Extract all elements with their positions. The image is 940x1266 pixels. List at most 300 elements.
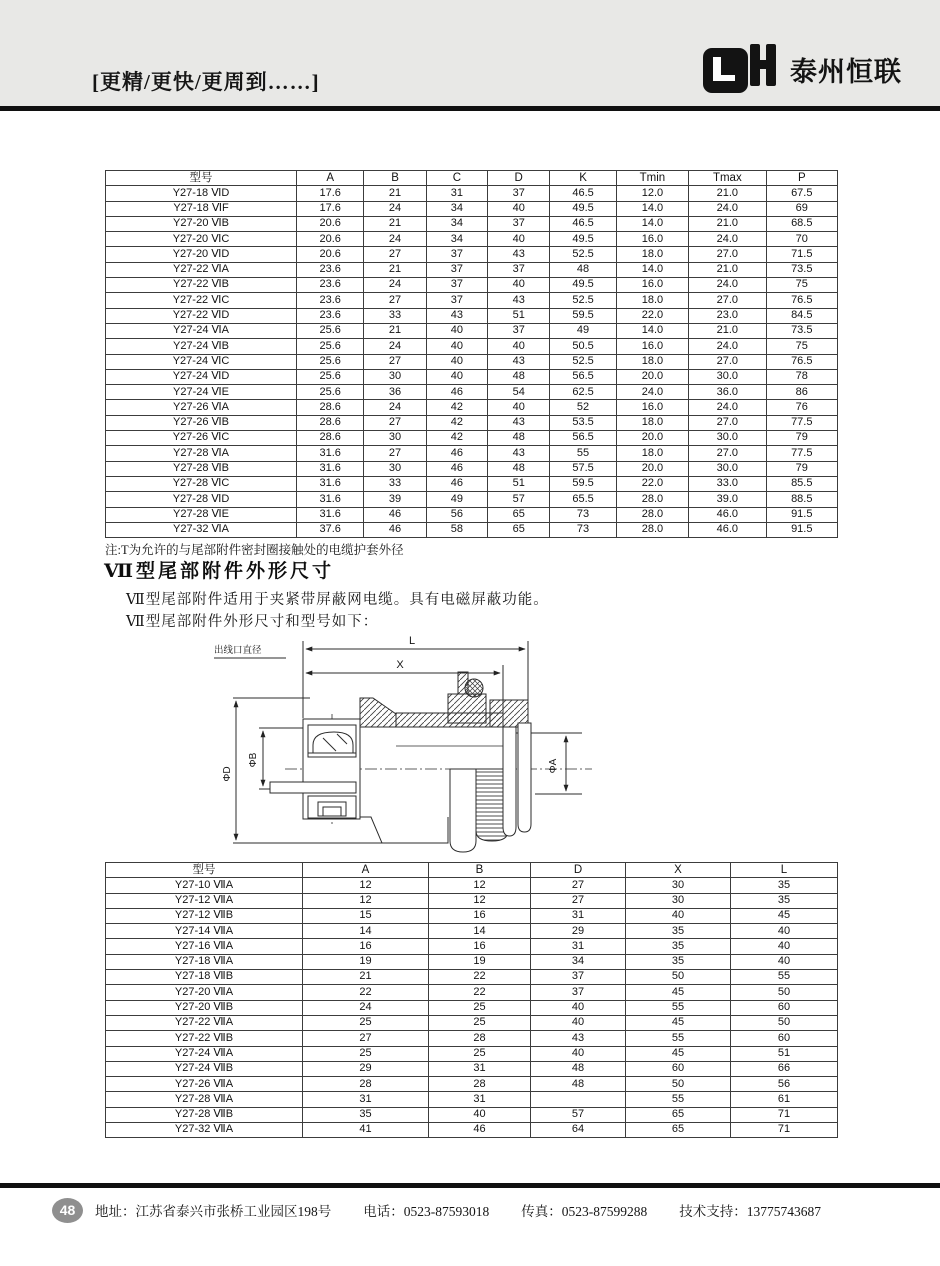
table-cell: Y27-26 ⅥA xyxy=(106,400,297,415)
table-cell: 12.0 xyxy=(616,186,688,201)
table-row xyxy=(106,354,838,369)
table-cell: Y27-26 ⅥB xyxy=(106,415,297,430)
table-row xyxy=(106,278,838,293)
table-cell: 46.0 xyxy=(689,522,766,537)
table-cell: 40 xyxy=(531,1000,626,1015)
column-header: Tmax xyxy=(689,171,766,186)
table-cell: Y27-28 ⅥD xyxy=(106,492,297,507)
table-row xyxy=(106,446,838,461)
table-cell: 37 xyxy=(488,186,550,201)
table-cell: 31 xyxy=(429,1092,531,1107)
table-cell: 12 xyxy=(303,893,429,908)
table-cell: 46 xyxy=(426,461,487,476)
table-cell: 46 xyxy=(426,385,487,400)
table-cell: 24.0 xyxy=(689,232,766,247)
table-cell: 49.5 xyxy=(550,232,616,247)
table-cell: 49.5 xyxy=(550,278,616,293)
table-cell: 28.6 xyxy=(297,431,364,446)
table-cell: Y27-20 ⅥD xyxy=(106,247,297,262)
table-cell: 22 xyxy=(429,970,531,985)
table-cell: Y27-28 ⅦB xyxy=(106,1107,303,1122)
column-header: L xyxy=(731,863,838,878)
dim-label-l: L xyxy=(408,635,416,647)
table-cell: 33 xyxy=(364,476,426,491)
table-cell: 16.0 xyxy=(616,339,688,354)
vi-dimensions-table xyxy=(105,170,838,538)
table-cell: 24.0 xyxy=(689,201,766,216)
table-cell: Y27-24 ⅥB xyxy=(106,339,297,354)
table-row xyxy=(106,385,838,400)
table-cell: 35 xyxy=(626,939,731,954)
table-cell: 28.0 xyxy=(616,492,688,507)
table-cell: 23.6 xyxy=(297,308,364,323)
column-header: X xyxy=(626,863,731,878)
table-cell: 76 xyxy=(766,400,837,415)
table-cell: 64 xyxy=(531,1123,626,1138)
table-cell: 56 xyxy=(426,507,487,522)
table-cell: Y27-18 ⅦB xyxy=(106,970,303,985)
table-cell: 43 xyxy=(488,354,550,369)
table-row xyxy=(106,323,838,338)
table-cell: 25.6 xyxy=(297,354,364,369)
table-cell: 59.5 xyxy=(550,476,616,491)
table-cell: 52.5 xyxy=(550,354,616,369)
table-cell: 16.0 xyxy=(616,232,688,247)
table-row xyxy=(106,232,838,247)
table-cell: 40 xyxy=(731,939,838,954)
lh-monogram-icon xyxy=(702,42,782,96)
table-cell: 65 xyxy=(626,1123,731,1138)
table-cell: 30 xyxy=(626,893,731,908)
table-cell: 40 xyxy=(531,1046,626,1061)
table-cell: 14.0 xyxy=(616,262,688,277)
table-cell: 34 xyxy=(531,954,626,969)
table-cell: 20.0 xyxy=(616,369,688,384)
table-cell: 30 xyxy=(626,878,731,893)
table-cell: 24 xyxy=(364,339,426,354)
table-cell: 31 xyxy=(303,1092,429,1107)
table-cell: 27 xyxy=(364,415,426,430)
column-header: Tmin xyxy=(616,171,688,186)
table-cell: Y27-12 ⅦA xyxy=(106,893,303,908)
table-cell: 50 xyxy=(626,1077,731,1092)
table-cell: 73.5 xyxy=(766,323,837,338)
table-cell: 34 xyxy=(426,232,487,247)
table-cell: 27 xyxy=(364,293,426,308)
table-cell: 40 xyxy=(488,400,550,415)
column-header: K xyxy=(550,171,616,186)
table-cell: 45 xyxy=(626,1015,731,1030)
table-cell: 31.6 xyxy=(297,476,364,491)
table-cell: 22.0 xyxy=(616,308,688,323)
table-cell: 43 xyxy=(488,415,550,430)
dim-label-x: X xyxy=(396,659,404,671)
table-cell: 24 xyxy=(364,400,426,415)
table-cell: 22.0 xyxy=(616,476,688,491)
table-cell: 59.5 xyxy=(550,308,616,323)
table-cell: 57 xyxy=(531,1107,626,1122)
table-cell: 40 xyxy=(488,232,550,247)
table-cell: Y27-18 ⅥD xyxy=(106,186,297,201)
table-cell: 12 xyxy=(429,893,531,908)
table-cell: 50 xyxy=(731,1015,838,1030)
table-cell: 37 xyxy=(426,247,487,262)
table-cell: 85.5 xyxy=(766,476,837,491)
table-cell: 46.5 xyxy=(550,216,616,231)
table-cell: 27 xyxy=(531,878,626,893)
table-cell: 34 xyxy=(426,201,487,216)
table-cell: 31 xyxy=(531,939,626,954)
page-number-badge: 48 xyxy=(52,1198,83,1223)
table-cell: 35 xyxy=(626,954,731,969)
table-cell: 20.6 xyxy=(297,232,364,247)
table-row xyxy=(106,970,838,985)
table-cell: 46 xyxy=(364,507,426,522)
table-cell: 12 xyxy=(429,878,531,893)
column-header: 型号 xyxy=(106,863,303,878)
table-cell: 21.0 xyxy=(689,186,766,201)
table-cell: 43 xyxy=(488,247,550,262)
table-cell: 28 xyxy=(429,1031,531,1046)
table-cell: 16.0 xyxy=(616,400,688,415)
table-cell: 39 xyxy=(364,492,426,507)
table-row xyxy=(106,893,838,908)
table-cell: 27.0 xyxy=(689,247,766,262)
table-row xyxy=(106,924,838,939)
table-cell: 24.0 xyxy=(616,385,688,400)
table-cell: 21 xyxy=(364,216,426,231)
table-cell: 29 xyxy=(531,924,626,939)
table-cell: 79 xyxy=(766,461,837,476)
table-cell: 34 xyxy=(426,216,487,231)
table-cell: 76.5 xyxy=(766,354,837,369)
table-cell: 53.5 xyxy=(550,415,616,430)
page-footer xyxy=(0,1190,940,1230)
table-cell: 31.6 xyxy=(297,492,364,507)
table-cell: 68.5 xyxy=(766,216,837,231)
table-cell: 69 xyxy=(766,201,837,216)
table-cell: 56 xyxy=(731,1077,838,1092)
table-cell: 91.5 xyxy=(766,507,837,522)
table-cell: 35 xyxy=(626,924,731,939)
table-cell: 28 xyxy=(429,1077,531,1092)
table-row xyxy=(106,954,838,969)
table-cell: 42 xyxy=(426,400,487,415)
column-header: D xyxy=(488,171,550,186)
table-cell: 30 xyxy=(364,431,426,446)
table-cell: 48 xyxy=(531,1061,626,1076)
table-cell: 37 xyxy=(531,985,626,1000)
table-cell: 41 xyxy=(303,1123,429,1138)
table-cell: 28.6 xyxy=(297,415,364,430)
table-cell: 48 xyxy=(488,461,550,476)
table-cell: 55 xyxy=(550,446,616,461)
table-row xyxy=(106,507,838,522)
footer-phone: 电话：0523-87593018 xyxy=(363,1204,490,1219)
table-cell: Y27-12 ⅦB xyxy=(106,908,303,923)
table-cell: 75 xyxy=(766,278,837,293)
table-cell: 24 xyxy=(364,232,426,247)
table-cell: Y27-22 ⅥD xyxy=(106,308,297,323)
table-cell: 27.0 xyxy=(689,293,766,308)
table-cell: 49 xyxy=(550,323,616,338)
table-cell: 46 xyxy=(426,446,487,461)
table-cell: 79 xyxy=(766,431,837,446)
table-cell: 40 xyxy=(488,201,550,216)
table-cell: 51 xyxy=(731,1046,838,1061)
table-row xyxy=(106,522,838,537)
table-row xyxy=(106,1031,838,1046)
column-header: B xyxy=(429,863,531,878)
table-cell: Y27-24 ⅥE xyxy=(106,385,297,400)
table-cell: 73 xyxy=(550,507,616,522)
table-row xyxy=(106,186,838,201)
table-cell: 43 xyxy=(488,293,550,308)
table-cell: Y27-14 ⅦA xyxy=(106,924,303,939)
connector-diagram xyxy=(190,626,620,858)
table-cell: 18.0 xyxy=(616,415,688,430)
table-cell: 37 xyxy=(426,278,487,293)
table-row xyxy=(106,1123,838,1138)
table-row xyxy=(106,985,838,1000)
table-cell: 18.0 xyxy=(616,446,688,461)
table-cell: Y27-22 ⅥC xyxy=(106,293,297,308)
table-cell: 40 xyxy=(488,339,550,354)
table-cell: 40 xyxy=(731,954,838,969)
table-cell: 65 xyxy=(488,522,550,537)
table-cell: 15 xyxy=(303,908,429,923)
table-cell: 20.6 xyxy=(297,247,364,262)
table-cell: 37.6 xyxy=(297,522,364,537)
table-cell: 16 xyxy=(303,939,429,954)
table-cell: 17.6 xyxy=(297,201,364,216)
table-cell: 22 xyxy=(429,985,531,1000)
table-cell: 21 xyxy=(364,186,426,201)
header-row xyxy=(106,171,838,186)
table-cell: 37 xyxy=(426,262,487,277)
table-cell: 33 xyxy=(364,308,426,323)
table-cell: 14 xyxy=(303,924,429,939)
column-header: D xyxy=(531,863,626,878)
table-cell: 33.0 xyxy=(689,476,766,491)
table-cell: 16.0 xyxy=(616,278,688,293)
table-cell: 25 xyxy=(429,1046,531,1061)
table-cell: 40 xyxy=(426,339,487,354)
vii-dimensions-table xyxy=(105,862,838,1138)
column-header: P xyxy=(766,171,837,186)
table-cell: 70 xyxy=(766,232,837,247)
table-cell: 55 xyxy=(626,1092,731,1107)
table-cell: Y27-22 ⅦB xyxy=(106,1031,303,1046)
footer-contact-line xyxy=(95,1200,821,1220)
table-cell: 28.0 xyxy=(616,507,688,522)
table-cell: 27.0 xyxy=(689,354,766,369)
bottom-rule xyxy=(0,1183,940,1188)
table-cell: 19 xyxy=(303,954,429,969)
table-cell: 66 xyxy=(731,1061,838,1076)
table-cell: 28.0 xyxy=(616,522,688,537)
footer-address: 地址：江苏省泰兴市张桥工业园区198号 xyxy=(95,1204,332,1219)
table-cell: 37 xyxy=(488,216,550,231)
section-para-2: Ⅶ型尾部附件外形尺寸和型号如下： xyxy=(126,614,379,630)
table-cell: 24.0 xyxy=(689,278,766,293)
table-row xyxy=(106,293,838,308)
section-para-1: Ⅶ型尾部附件适用于夹紧带屏蔽网电缆。具有电磁屏蔽功能。 xyxy=(126,592,549,608)
table-cell: 91.5 xyxy=(766,522,837,537)
table-cell: 16 xyxy=(429,939,531,954)
table-cell: 20.6 xyxy=(297,216,364,231)
table-cell: 71 xyxy=(731,1107,838,1122)
table-cell: 50 xyxy=(731,985,838,1000)
table-cell: 46 xyxy=(364,522,426,537)
table-cell: 18.0 xyxy=(616,293,688,308)
table-cell: 49.5 xyxy=(550,201,616,216)
table-cell: 24.0 xyxy=(689,339,766,354)
table-row xyxy=(106,939,838,954)
table-cell: 73.5 xyxy=(766,262,837,277)
table-cell: 40 xyxy=(426,323,487,338)
table-row xyxy=(106,1015,838,1030)
table-cell: 40 xyxy=(426,354,487,369)
table-cell: Y27-24 ⅥD xyxy=(106,369,297,384)
table-row xyxy=(106,908,838,923)
header-row xyxy=(106,863,838,878)
table-cell: 17.6 xyxy=(297,186,364,201)
table-row xyxy=(106,262,838,277)
table-cell: 31 xyxy=(426,186,487,201)
table-cell: 14.0 xyxy=(616,323,688,338)
table-row xyxy=(106,1061,838,1076)
table-cell: Y27-26 ⅥC xyxy=(106,431,297,446)
table-cell: 24 xyxy=(364,201,426,216)
table-cell: 27.0 xyxy=(689,415,766,430)
column-header: A xyxy=(297,171,364,186)
table-cell: 50 xyxy=(626,970,731,985)
table-cell: 48 xyxy=(488,369,550,384)
table-row xyxy=(106,308,838,323)
table-cell: 77.5 xyxy=(766,446,837,461)
table-cell: 31.6 xyxy=(297,507,364,522)
table-cell: 37 xyxy=(488,262,550,277)
table-cell: 56.5 xyxy=(550,431,616,446)
column-header: B xyxy=(364,171,426,186)
table-cell: 28.6 xyxy=(297,400,364,415)
table-cell: Y27-32 ⅥA xyxy=(106,522,297,537)
dim-label-phi-b: ΦB xyxy=(248,752,259,768)
table-cell: Y27-20 ⅦB xyxy=(106,1000,303,1015)
outlet-diameter-label: 出线口直径 xyxy=(214,645,262,656)
table-cell: 29 xyxy=(303,1061,429,1076)
table-cell: 86 xyxy=(766,385,837,400)
table-cell: 46.0 xyxy=(689,507,766,522)
table-cell: 52.5 xyxy=(550,247,616,262)
table-cell: 27 xyxy=(364,247,426,262)
table-row xyxy=(106,1107,838,1122)
table-cell: 51 xyxy=(488,308,550,323)
table-cell: 25 xyxy=(429,1000,531,1015)
table-cell xyxy=(531,1092,626,1107)
table-cell: 36 xyxy=(364,385,426,400)
table-cell: 25.6 xyxy=(297,323,364,338)
table-row xyxy=(106,247,838,262)
table-cell: Y27-22 ⅥA xyxy=(106,262,297,277)
table-cell: 21 xyxy=(364,262,426,277)
table-cell: 51 xyxy=(488,476,550,491)
table-cell: 48 xyxy=(531,1077,626,1092)
table-cell: 40 xyxy=(531,1015,626,1030)
table-cell: 37 xyxy=(426,293,487,308)
table-cell: 14.0 xyxy=(616,201,688,216)
table-cell: 60 xyxy=(626,1061,731,1076)
table-cell: 50.5 xyxy=(550,339,616,354)
table-cell: 18.0 xyxy=(616,247,688,262)
table-cell: 27 xyxy=(531,893,626,908)
table-cell: 65 xyxy=(488,507,550,522)
dim-label-phi-a: ΦA xyxy=(548,758,559,774)
table-cell: 60 xyxy=(731,1000,838,1015)
table-cell: 30 xyxy=(364,369,426,384)
table-cell: 30.0 xyxy=(689,461,766,476)
table-cell: 23.6 xyxy=(297,278,364,293)
table-row xyxy=(106,216,838,231)
table-cell: Y27-28 ⅥA xyxy=(106,446,297,461)
table-cell: 23.6 xyxy=(297,262,364,277)
table-cell: 43 xyxy=(488,446,550,461)
table-cell: 27 xyxy=(364,354,426,369)
table-cell: 31 xyxy=(531,908,626,923)
note-text: 注:T为允许的与尾部附件密封圈接触处的电缆护套外径 xyxy=(105,543,404,557)
table-cell: 84.5 xyxy=(766,308,837,323)
table-cell: 49 xyxy=(426,492,487,507)
table-cell: 25.6 xyxy=(297,385,364,400)
table-cell: 45 xyxy=(731,908,838,923)
table-cell: 73 xyxy=(550,522,616,537)
table-cell: Y27-18 ⅥF xyxy=(106,201,297,216)
table-cell: 46.5 xyxy=(550,186,616,201)
table-cell: 43 xyxy=(531,1031,626,1046)
table-cell: 30.0 xyxy=(689,369,766,384)
table-cell: Y27-20 ⅥC xyxy=(106,232,297,247)
table-cell: Y27-24 ⅦA xyxy=(106,1046,303,1061)
table-cell: 55 xyxy=(626,1000,731,1015)
table-cell: 27 xyxy=(303,1031,429,1046)
table-row xyxy=(106,878,838,893)
brand-name: 泰州恒联 xyxy=(790,56,902,87)
table-row xyxy=(106,369,838,384)
table-cell: 40 xyxy=(488,278,550,293)
table-cell: 76.5 xyxy=(766,293,837,308)
table-row xyxy=(106,476,838,491)
table-cell: 65 xyxy=(626,1107,731,1122)
table-row xyxy=(106,461,838,476)
section-title: Ⅶ型尾部附件外形尺寸 xyxy=(104,561,334,582)
table-cell: 12 xyxy=(303,878,429,893)
table-cell: 39.0 xyxy=(689,492,766,507)
table-cell: 43 xyxy=(426,308,487,323)
table-row xyxy=(106,1092,838,1107)
table-cell: 31.6 xyxy=(297,446,364,461)
table-cell: Y27-28 ⅥB xyxy=(106,461,297,476)
table-cell: 67.5 xyxy=(766,186,837,201)
table-cell: Y27-28 ⅥC xyxy=(106,476,297,491)
table-row xyxy=(106,201,838,216)
table-cell: 58 xyxy=(426,522,487,537)
table-cell: 21 xyxy=(303,970,429,985)
table-cell: 40 xyxy=(429,1107,531,1122)
table-row xyxy=(106,492,838,507)
table-cell: 25 xyxy=(303,1015,429,1030)
table-cell: 20.0 xyxy=(616,431,688,446)
